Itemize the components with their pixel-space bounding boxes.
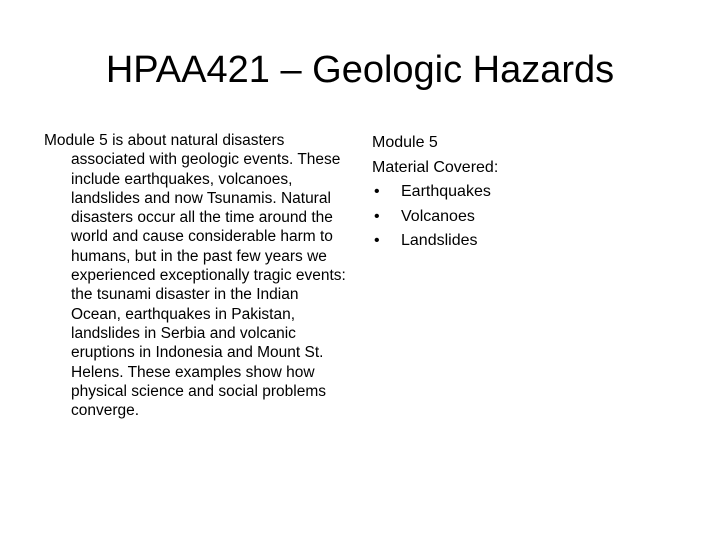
module-label: Module 5 bbox=[372, 134, 438, 151]
slide-title: HPAA421 – Geologic Hazards bbox=[105, 49, 615, 91]
bullet-icon: • bbox=[374, 207, 380, 225]
bullet-icon: • bbox=[374, 183, 380, 200]
bullet-icon: • bbox=[374, 232, 380, 249]
description-text: Module 5 is about natural disasters associated with geologic events. These include earthquakes, volcanoes, landslides and now Tsunamis. Natural disasters occur all the time around the world and cause considerable harm to humans, but in the past few years we experienced exceptionally tragic events: the tsunami disaster in the Indian Ocean, earthquakes in Pakistan, landslides in Serbia and volcanic eruptions in Indonesia and Mount St. Helens. These examples show how physical science and social problems converge. bbox=[44, 132, 346, 420]
material-item-label: Earthquakes bbox=[401, 183, 491, 200]
module-description bbox=[44, 131, 348, 420]
material-item-label: Landslides bbox=[401, 232, 478, 249]
material-panel bbox=[372, 131, 672, 254]
material-list bbox=[372, 180, 672, 254]
material-heading: Material Covered: bbox=[372, 158, 499, 176]
material-item-landslides bbox=[372, 229, 672, 254]
material-item-earthquakes bbox=[372, 180, 672, 205]
material-item-volcanoes bbox=[372, 205, 672, 230]
material-item-label: Volcanoes bbox=[401, 207, 475, 225]
